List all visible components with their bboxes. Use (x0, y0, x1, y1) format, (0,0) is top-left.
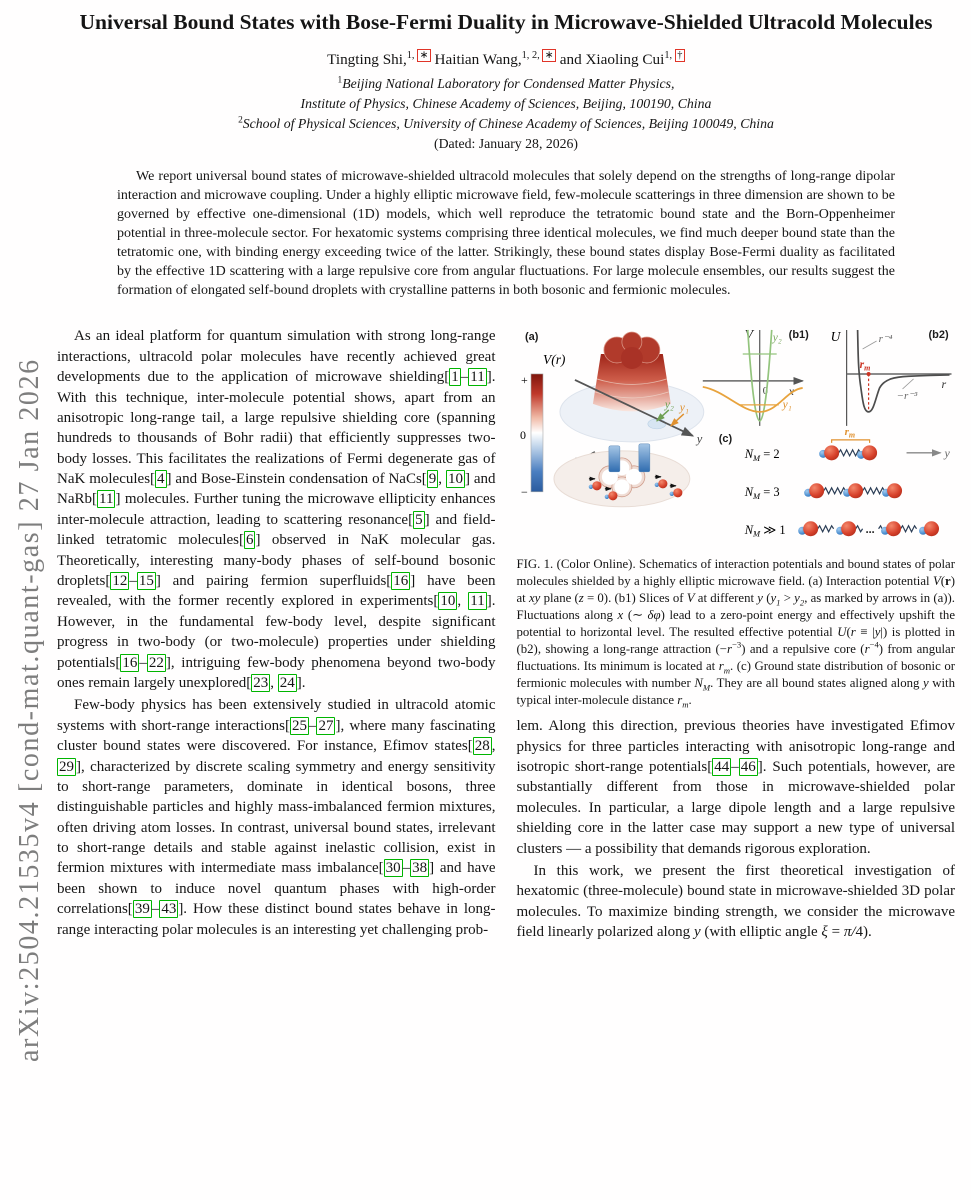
text-segment: plane ( (540, 591, 579, 606)
text-segment: ], characterized by discrete scaling symmetry and energy sensitivity to short-range parameters, dominate in identical bosons, three distinguishable particles and highly mass-imbalanced fermion mixtures, often driving atom losses. In contrast, universal bound states, irrelevant to short-range details and stable against inelastic collision, exist in fermion mixtures with intermediate mass imbalance[ (57, 758, 496, 877)
author-note-mark[interactable]: † (675, 49, 685, 62)
text-segment: ]. However, in the fundamental few-body level, despite significant progress in two-body (or two-molecule) properties under shielding potentials[ (57, 593, 496, 671)
text-segment: , as marked by arrows in (a)). Fluctuations along (516, 591, 956, 623)
citation-link[interactable]: 9 (428, 471, 437, 488)
text-segment: – (129, 573, 137, 590)
text-segment: lem. Along this direction, previous theories have investigated Efimov physics for three particles interacting with anisotropic long-range and isotropic short-range potentials[ (516, 718, 955, 775)
text-segment: – (460, 369, 469, 386)
author-note-mark[interactable]: ∗ (417, 49, 431, 62)
text-segment: > (780, 591, 795, 606)
c-row2-label: $N_M = 3$ (744, 485, 780, 502)
text-segment: r (945, 574, 951, 589)
text-segment: In this work, we present the first theoretical investigation of hexatomic (three-molecule) bound state in microwave-shielded 3D polar molecules. To maximize binding strength, we consider the microwave field linearly polarized along (516, 862, 955, 941)
text-segment: , (457, 593, 469, 610)
text-segment: π/ (843, 924, 856, 941)
text-segment: −4 (869, 639, 879, 650)
citation-link[interactable]: 29 (59, 758, 74, 775)
text-segment: y (874, 625, 881, 640)
b2-r-axis-label: r (941, 377, 946, 392)
citation-link[interactable]: 11 (470, 593, 485, 610)
b2-rm-label: $r_m$ (859, 359, 870, 373)
text-segment: ) lead to a zero-point energy and effectively upshift the potential to horizontal level. The resulted effective potential (516, 608, 956, 640)
panel-a-label: (a) (524, 331, 538, 344)
text-segment: ]. How these distinct bound states behave in long-range interacting polar molecules is an interesting yet challenging prob- (57, 901, 496, 938)
b1-y1-label: y₁ (782, 399, 792, 412)
text-segment: – (151, 901, 160, 918)
spring (900, 526, 916, 532)
text-segment: 2 (799, 597, 805, 608)
paper-title: Universal Bound States with Bose-Fermi Duality in Microwave-Shielded Ultracold Molecules (79, 10, 933, 34)
text-segment: |) is plotted in (b2), showing a long-range attraction (− (516, 625, 955, 657)
affiliation-1 (57, 74, 955, 94)
text-segment: M (702, 682, 711, 693)
affiliation-3 (57, 114, 955, 134)
citation-link[interactable]: 11 (470, 369, 485, 386)
c-rm-label: $r_m$ (844, 426, 855, 440)
affiliation-2 (57, 94, 955, 114)
spring (862, 488, 884, 494)
citation-link[interactable]: 1 (451, 369, 459, 386)
molecule (882, 484, 902, 499)
two-column-body (57, 324, 955, 942)
text-segment: ] observed in NaK molecular gas. Theoretically, interesting many-body phases of self-bound bosonic droplets[ (57, 532, 496, 590)
text-segment: r (677, 693, 683, 708)
citation-link[interactable]: 28 (474, 738, 490, 755)
left-column (57, 324, 496, 942)
molecule (836, 522, 856, 537)
spring (817, 526, 833, 532)
figure-1-caption (517, 556, 956, 709)
text-segment: – (308, 717, 317, 734)
abstract (117, 167, 895, 300)
author-note-mark[interactable]: ∗ (542, 49, 556, 62)
text-segment: ≡ | (855, 625, 875, 640)
b1-y2-label: y₂ (772, 332, 782, 345)
text-segment: . (c) Ground state distribution of bosonic or fermionic molecules with number (516, 659, 955, 691)
text-segment: 1, (406, 50, 418, 62)
text-segment: ( (762, 591, 771, 606)
citation-link[interactable]: 16 (122, 654, 138, 671)
arxiv-watermark: arXiv:2504.21535v4 [cond-mat.quant-gas] 27 Jan 2026 (14, 358, 45, 1062)
text-segment: ], where many fascinating cluster bound states were discovered. For instance, Efimov states[ (57, 717, 496, 755)
text-segment: δφ (647, 608, 661, 623)
colorbar-title: V(r) (542, 352, 565, 368)
paper-content (57, 0, 955, 943)
molecule (857, 446, 877, 461)
citation-link[interactable]: 10 (440, 593, 456, 610)
text-segment: m (723, 665, 731, 676)
text-segment: 1 (776, 597, 781, 608)
text-segment: r (718, 659, 724, 674)
text-segment: Haitian Wang, (430, 51, 522, 69)
text-segment: . (688, 693, 692, 708)
panel-b1-label: (b1) (788, 329, 809, 342)
text-segment: Few-body physics has been extensively studied in ultracold atomic systems with short-range interactions[ (57, 697, 496, 734)
b1-v-axis-label: V (744, 327, 753, 343)
colorbar (530, 374, 542, 492)
text-segment: xy (528, 591, 541, 606)
text-segment: – (731, 758, 739, 775)
citation-link[interactable]: 5 (415, 511, 423, 528)
text-segment: ) at (516, 574, 955, 606)
text-segment: y (693, 924, 701, 941)
panel-a (520, 331, 704, 507)
text-segment: . They are all bound states aligned along (710, 676, 923, 691)
blue-column (608, 446, 619, 472)
b2-rm-dot (866, 372, 870, 376)
text-segment: Institute of Physics, Chinese Academy of Sciences, Beijing, 100190, China (300, 95, 712, 111)
b2-tail-leader (902, 379, 913, 389)
blue-column (638, 444, 649, 472)
text-segment: = (827, 924, 844, 941)
panel-b2-label: (b2) (928, 329, 949, 342)
text-segment: m (682, 699, 689, 710)
citation-link[interactable]: 24 (279, 674, 295, 691)
author-line (57, 51, 955, 69)
citation-link[interactable]: 10 (447, 471, 463, 488)
molecule (804, 484, 824, 499)
panel-b2 (830, 329, 951, 426)
citation-link[interactable]: 6 (245, 532, 254, 549)
text-segment: (∼ (623, 608, 648, 623)
citation-link[interactable]: 39 (134, 901, 150, 918)
molecule (798, 522, 818, 537)
text-segment: r (864, 642, 870, 657)
abstract-text: We report universal bound states of microwave-shielded ultracold molecules that solely depend on the strengths of long-range dipolar interaction and microwave coupling. Under a highly elliptic microwave field, few-molecule scatterings in three dimension are shown to be governed by effective one-dimensional (1D) models, which well reproduce the tetratomic bound state and the Born-Oppenheimer potential in three-molecule sector. For hexatomic systems comprising three identical molecules, we find much deeper bound state than the tetratomic one, with binding energy exceeding twice of the latter. Strikingly, these bound states display Bose-Fermi duality as facilitated by the effective 1D scattering with a large repulsive core from angular fluctuations. For large molecule ensembles, our results suggest the formation of elongated self-bound droplets with crystalline patterns in both bosonic and fermionic molecules. (117, 169, 895, 299)
text-segment: x (617, 608, 624, 623)
text-segment: r (850, 625, 856, 640)
citation-link[interactable]: 11 (99, 491, 114, 508)
citation-link[interactable]: 16 (393, 573, 409, 590)
text-segment: y (794, 591, 800, 606)
affiliations (57, 74, 955, 133)
b2-core-label: r⁻⁴ (878, 333, 892, 346)
text-segment: School of Physical Sciences, University of Chinese Academy of Sciences, Beijing 100049, China (242, 115, 774, 131)
text-segment: ] and Bose-Einstein condensation of NaCs[ (166, 471, 427, 488)
figure-1-art (517, 324, 956, 549)
citation-link[interactable]: 30 (385, 860, 401, 877)
molecule (843, 484, 863, 499)
panel-c-label: (c) (718, 433, 732, 446)
y-axis-label: y (696, 432, 702, 447)
text-segment: Tingting Shi, (327, 51, 407, 69)
text-segment: Beijing National Laboratory for Condensed Matter Physics, (342, 76, 675, 92)
text-segment: ]. (296, 674, 306, 691)
paragraph (517, 861, 956, 943)
text-segment: V (932, 574, 941, 589)
text-segment: ]. With this technique, inter-molecule potential shows, apart from an anisotropic long-range tail, a large repulsive shielding core (spanning hundreds to thousands of Bohr radii) that efficiently suppresses two-body losses. This facilitates the realizations of Fermi degenerate gas of NaK molecules[ (57, 369, 496, 488)
citation-link[interactable]: 43 (161, 901, 177, 918)
text-segment: 1, (664, 50, 675, 62)
text-segment: ξ (821, 924, 828, 941)
text-segment: ] molecules. Further tuning the microwave ellipticity enhances inter-molecule attraction, leading to scattering resonance[ (57, 491, 496, 528)
text-segment: ] and pairing fermion superfluids[ (155, 573, 392, 590)
text-segment: , (270, 674, 278, 691)
citation-link[interactable]: 15 (138, 573, 154, 590)
text-segment: y (770, 591, 777, 606)
colorbar-minus: − (520, 485, 528, 500)
text-segment: ] and have been shown to induce novel quantum phases with high-order correlations[ (57, 860, 496, 918)
citation-link[interactable]: 25 (291, 717, 307, 734)
text-segment: ( (940, 574, 946, 589)
c-ellipsis: ... (865, 522, 875, 537)
figure-1 (517, 324, 956, 549)
text-segment: r (727, 642, 732, 657)
molecule (819, 446, 839, 461)
citation-link[interactable]: 4 (157, 471, 165, 488)
text-segment: = 0). (b1) Slices of (583, 591, 687, 606)
panel-b1 (702, 327, 808, 426)
text-segment: −3 (732, 639, 742, 650)
colorbar-plus: + (520, 373, 528, 388)
citation-link[interactable]: 12 (112, 573, 128, 590)
y1-label: y₁ (679, 402, 689, 415)
text-segment: z (578, 591, 584, 606)
text-segment: , (491, 738, 496, 755)
text-segment: ] and field-linked tetratomic molecules[ (57, 511, 496, 549)
text-segment: ] and NaRb[ (57, 471, 496, 508)
text-segment: 1 (337, 75, 343, 86)
paragraph (57, 326, 496, 693)
text-segment: U (837, 625, 847, 640)
spring (823, 488, 845, 494)
paragraph (57, 695, 496, 940)
dated-line: (Dated: January 28, 2026) (433, 136, 579, 152)
right-column (517, 324, 956, 942)
molecule (919, 522, 939, 537)
c-row3-label: $N_M$ ≫ 1 (744, 523, 786, 540)
text-segment: ], intriguing few-body phenomena beyond two-body ones remain largely unexplored[ (57, 654, 496, 691)
citation-link[interactable]: 27 (318, 717, 334, 734)
text-segment: y (922, 676, 929, 691)
text-segment: 1, 2, (521, 50, 543, 62)
text-segment: 4). (855, 924, 872, 941)
text-segment: – (139, 654, 147, 671)
y2-label: y₂ (664, 399, 674, 412)
text-segment: y (757, 591, 763, 606)
text-segment: V (686, 591, 695, 606)
spring (855, 526, 862, 532)
text-segment: ) and a repulsive core ( (741, 642, 865, 657)
citation-link[interactable]: 38 (412, 860, 428, 877)
text-segment: ) from angular fluctuations. Its minimum is located at (516, 642, 955, 674)
citation-link[interactable]: 44 (714, 758, 730, 775)
b2-tail-label: −r⁻³ (896, 390, 917, 403)
text-segment: N (694, 676, 703, 691)
text-segment: at different (694, 591, 758, 606)
text-segment: (with elliptic angle (700, 924, 822, 941)
text-segment: 2 (238, 114, 243, 125)
molecule (881, 522, 901, 537)
panel-c (718, 426, 950, 539)
text-segment: with typical inter-molecule distance (516, 676, 956, 708)
c-y-label: y (944, 446, 950, 461)
citation-link[interactable]: 46 (740, 758, 756, 775)
text-segment: , (438, 471, 446, 488)
c-row1-label: $N_M = 2$ (744, 447, 780, 464)
b1-origin-label: 0 (762, 386, 768, 398)
text-segment: ]. Such potentials, however, are substantially different from those in microwave-shielded polar molecules. In particular, a large dipole length and a large repulsive shielding core in the latter case may support a new type of universal clusters — a possibility that demands rigorous exploration. (516, 758, 956, 857)
colorbar-zero: 0 (519, 428, 526, 443)
citation-link[interactable]: 22 (148, 654, 164, 671)
b2-core-leader (862, 341, 876, 349)
text-segment: and Xiaoling Cui (555, 51, 665, 69)
text-segment: As an ideal platform for quantum simulation with strong long-range interactions, ultracold polar molecules have recently achieved great developments due to the application of microwave shielding[ (57, 328, 496, 386)
b1-x-axis-label: x (788, 384, 794, 399)
c-rm-bracket (831, 440, 869, 443)
text-segment: ] have been revealed, with the former recently explored in experiments[ (57, 573, 496, 610)
paragraph (517, 716, 956, 859)
text-segment: FIG. 1. (Color Online). Schematics of interaction potentials and bound states of polar molecules shielded by a highly elliptic microwave field. (a) Interaction potential (516, 557, 955, 589)
text-segment: ( (846, 625, 851, 640)
text-segment: – (402, 860, 411, 877)
citation-link[interactable]: 23 (253, 674, 269, 691)
b2-u-axis-label: U (830, 329, 840, 345)
